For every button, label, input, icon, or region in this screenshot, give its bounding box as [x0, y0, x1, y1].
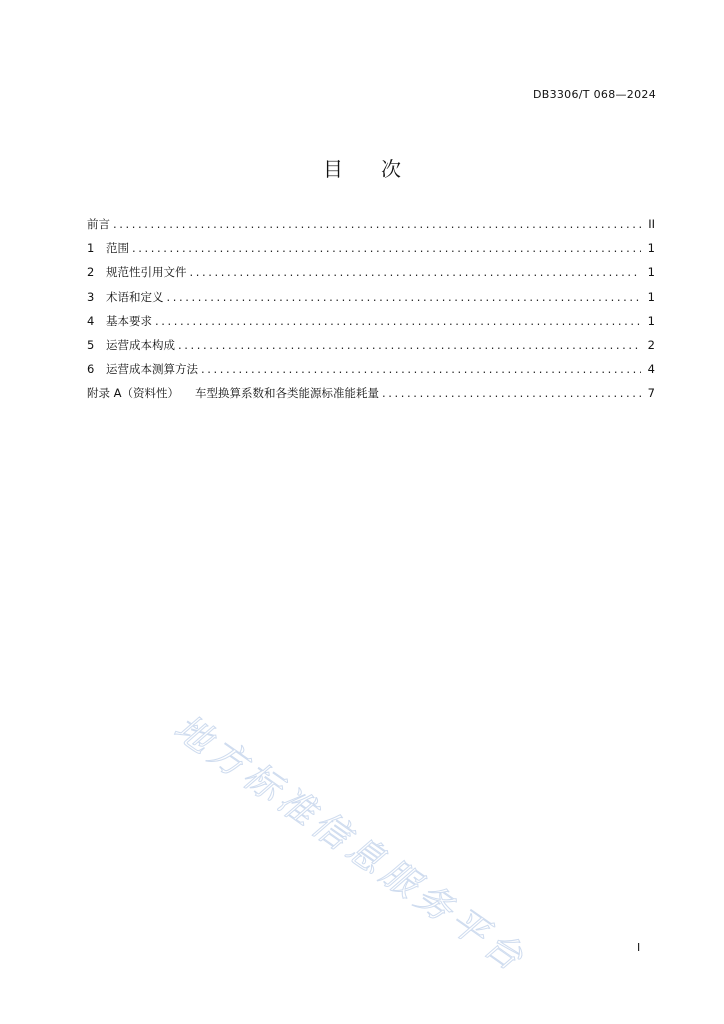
toc-entry-page: 1	[647, 289, 655, 304]
toc-entry-page: II	[648, 217, 655, 231]
document-code: DB3306/T 068—2024	[532, 88, 656, 101]
title-char-1: 目	[323, 157, 343, 181]
toc-leader-dots	[132, 241, 641, 255]
toc-entry-appendix-prefix: 附录 A（资料性）	[87, 386, 180, 401]
toc-entry-number: 3	[87, 289, 95, 304]
toc-entry-normative-references[interactable]	[87, 264, 655, 288]
page-title	[0, 153, 724, 182]
toc-leader-dots	[167, 290, 642, 304]
toc-entry-label: 运营成本构成	[106, 337, 175, 352]
toc-entry-page: 2	[647, 337, 655, 352]
toc-entry-terms-definitions[interactable]	[87, 289, 655, 313]
toc-entry-label: 术语和定义	[106, 289, 164, 304]
toc-entry-cost-composition[interactable]	[87, 337, 655, 361]
page-number: I	[637, 941, 641, 954]
toc-entry-page: 7	[647, 386, 655, 401]
toc-leader-dots	[178, 338, 641, 352]
toc-entry-page: 1	[647, 313, 655, 328]
toc-leader-dots	[201, 362, 641, 376]
toc-entry-page: 4	[647, 362, 655, 377]
toc-entry-label: 范围	[106, 241, 129, 256]
toc-leader-dots	[190, 265, 642, 279]
toc-entry-label: 基本要求	[106, 313, 152, 328]
toc-entry-number: 4	[87, 313, 95, 328]
toc-entry-number: 2	[87, 265, 95, 280]
toc-entry-label: 规范性引用文件	[106, 265, 187, 280]
title-char-2: 次	[381, 157, 401, 181]
toc-entry-basic-requirements[interactable]	[87, 313, 655, 337]
toc-leader-dots	[155, 314, 641, 328]
toc-entry-label: 车型换算系数和各类能源标准能耗量	[195, 386, 380, 401]
toc-entry-number: 5	[87, 337, 95, 352]
toc-entry-number: 1	[87, 241, 95, 256]
toc-entry-page: 1	[647, 265, 655, 280]
toc-entry-label: 运营成本测算方法	[106, 362, 198, 377]
watermark: 地方标准信息服务平台	[166, 707, 535, 982]
toc-leader-dots	[382, 386, 641, 400]
toc-entry-number: 6	[87, 362, 95, 377]
toc-leader-dots	[113, 217, 641, 231]
toc-entry-cost-calculation[interactable]	[87, 361, 655, 385]
toc-entry-appendix-a[interactable]	[87, 385, 655, 409]
toc-entry-page: 1	[647, 241, 655, 256]
toc-entry-label: 前言	[87, 217, 110, 231]
toc-entry-scope[interactable]	[87, 240, 655, 264]
toc-entry-foreword[interactable]	[87, 216, 655, 240]
table-of-contents	[87, 216, 655, 410]
